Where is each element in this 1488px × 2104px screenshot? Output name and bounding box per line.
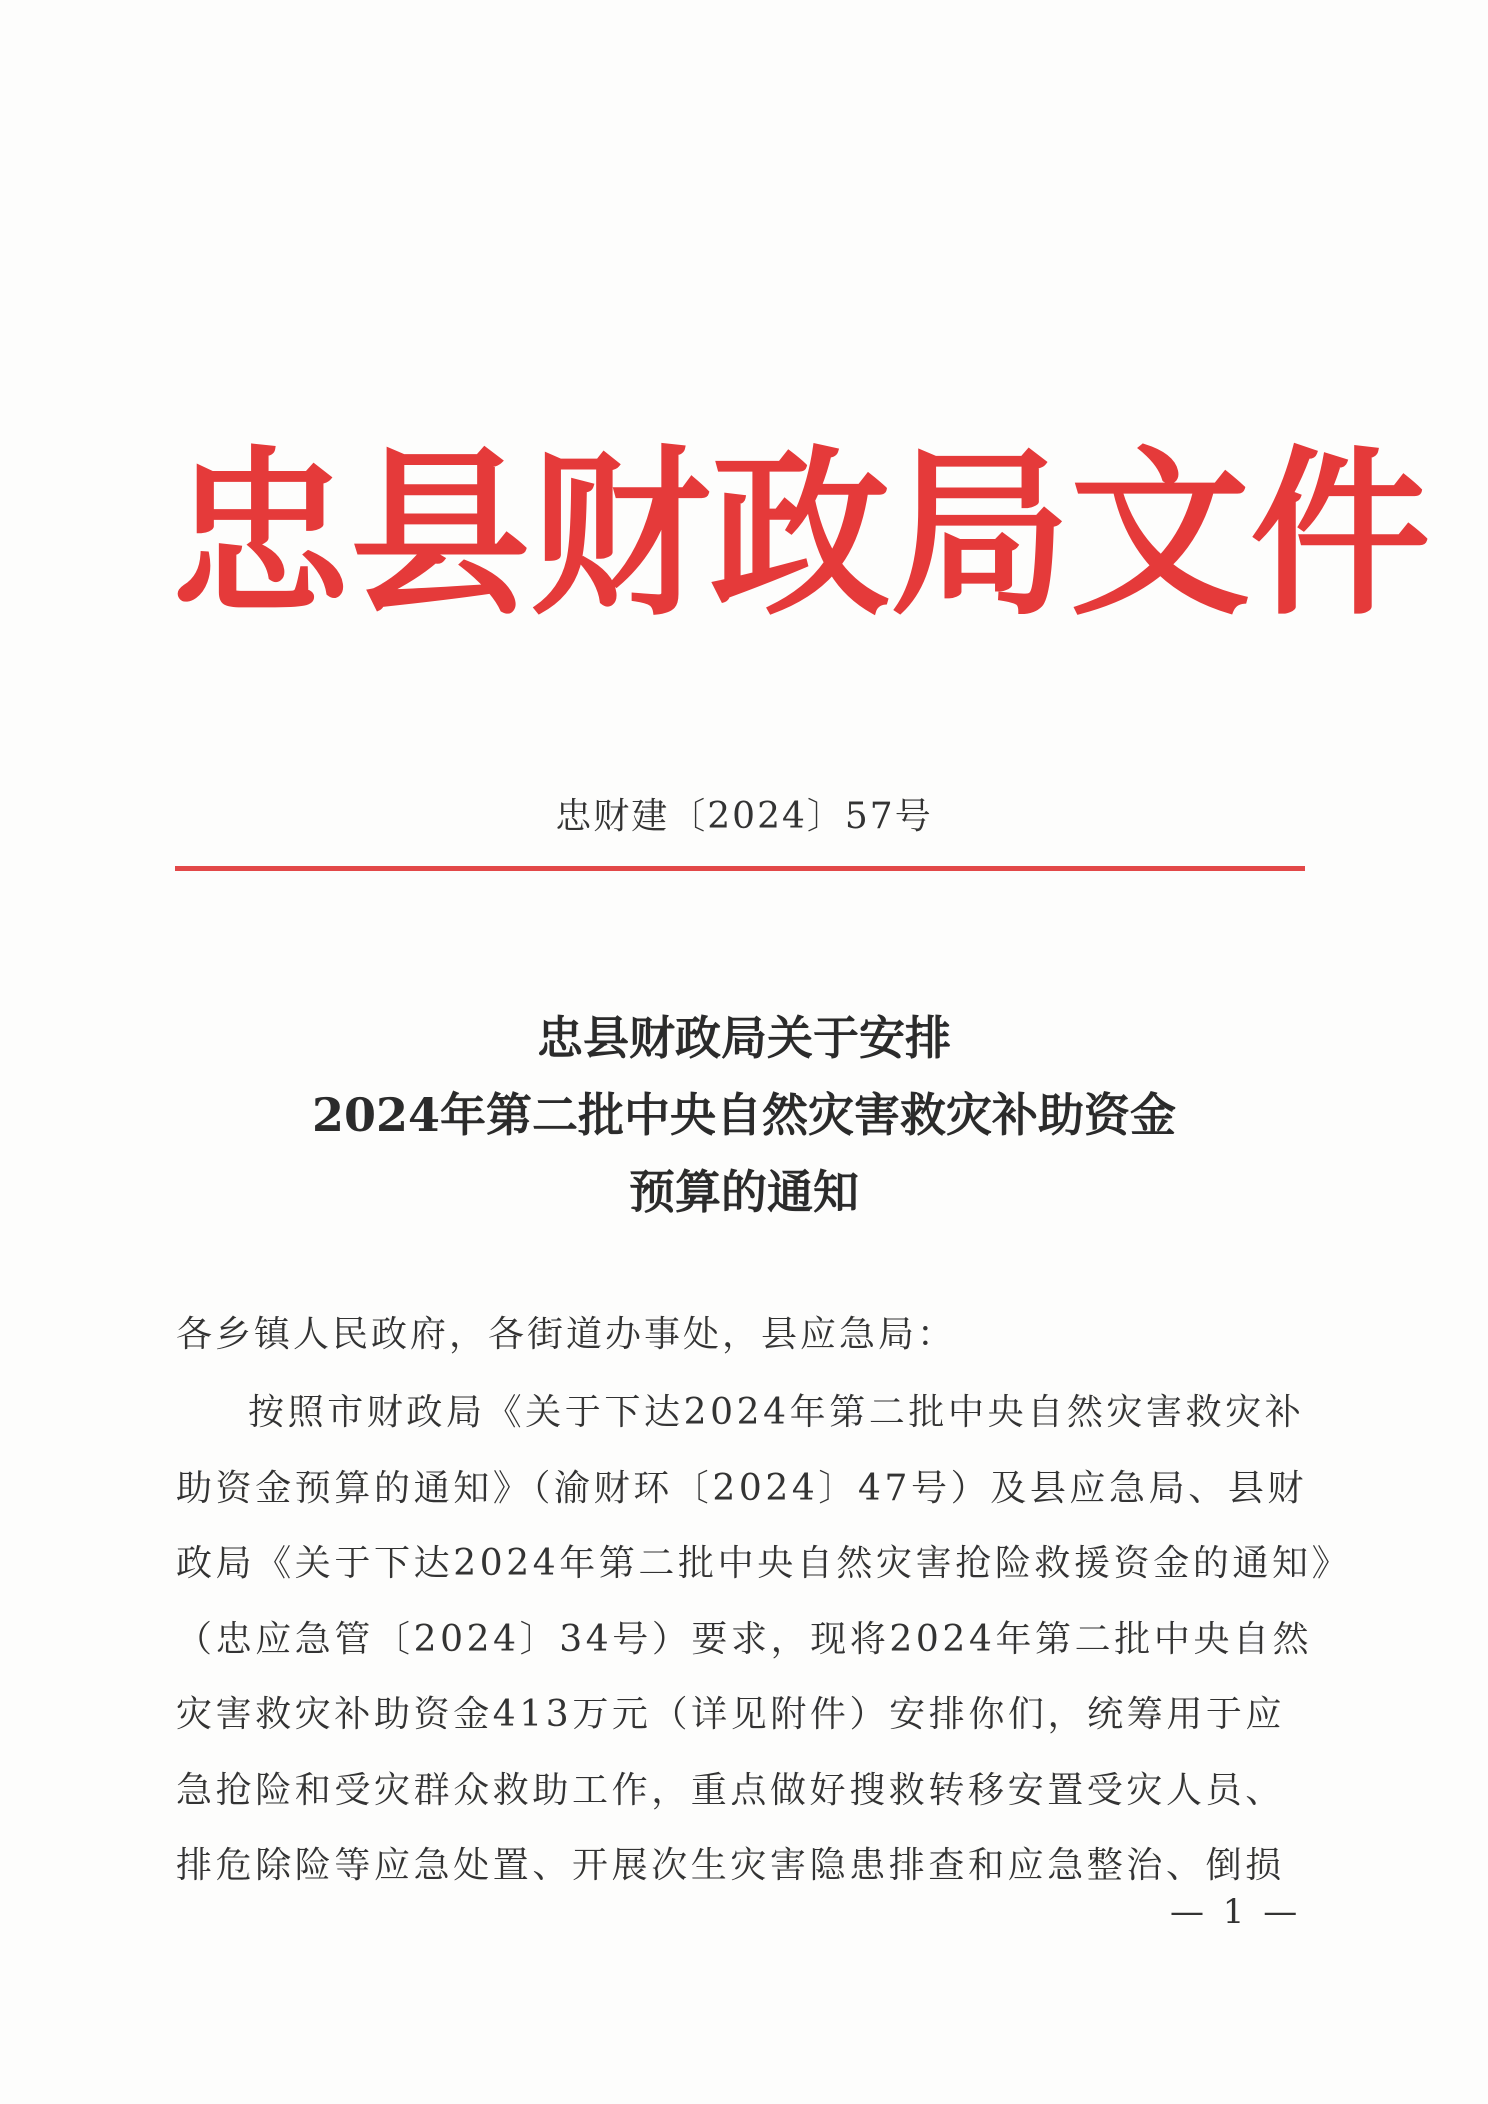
page-number: — 1 — [1170,1892,1302,1932]
body-paragraph [176,1375,1352,1904]
salutation: 各乡镇人民政府，各街道办事处，县应急局： [176,1314,957,1355]
title-line: 预算的通知 [629,1165,859,1219]
body-line: 排危除险等应急处置、开展次生灾害隐患排查和应急整治、倒损 [176,1845,1285,1886]
body-line: 急抢险和受灾群众救助工作，重点做好搜救转移安置受灾人员、 [176,1769,1285,1811]
body-line: 按照市财政局《关于下达2024年第二批中央自然灾害救灾补 [248,1392,1305,1433]
masthead-char: 政 [710,429,891,640]
title-line: 忠县财政局关于安排 [537,1011,951,1065]
masthead [170,429,1431,640]
title-line: 2024年第二批中央自然灾害救灾补助资金 [311,1088,1177,1142]
document-title [0,1000,1488,1231]
body-line: （忠应急管〔2024〕34号）要求，现将2024年第二批中央自然 [176,1618,1313,1660]
masthead-char: 县 [350,429,531,640]
masthead-char: 财 [530,429,711,640]
body-line: 灾害救灾补助资金413万元（详见附件）安排你们，统筹用于应 [176,1694,1286,1735]
body-line: 助资金预算的通知》（渝财环〔2024〕47号）及县应急局、县财 [176,1467,1308,1509]
masthead-char: 局 [890,429,1071,640]
masthead-char: 件 [1250,429,1431,640]
red-divider [175,866,1305,871]
masthead-char: 文 [1070,429,1251,640]
body-line: 政局《关于下达2024年第二批中央自然灾害抢险救援资金的通知》 [176,1543,1352,1584]
masthead-char: 忠 [170,429,351,640]
document-number: 忠财建〔2024〕57号 [555,796,933,837]
